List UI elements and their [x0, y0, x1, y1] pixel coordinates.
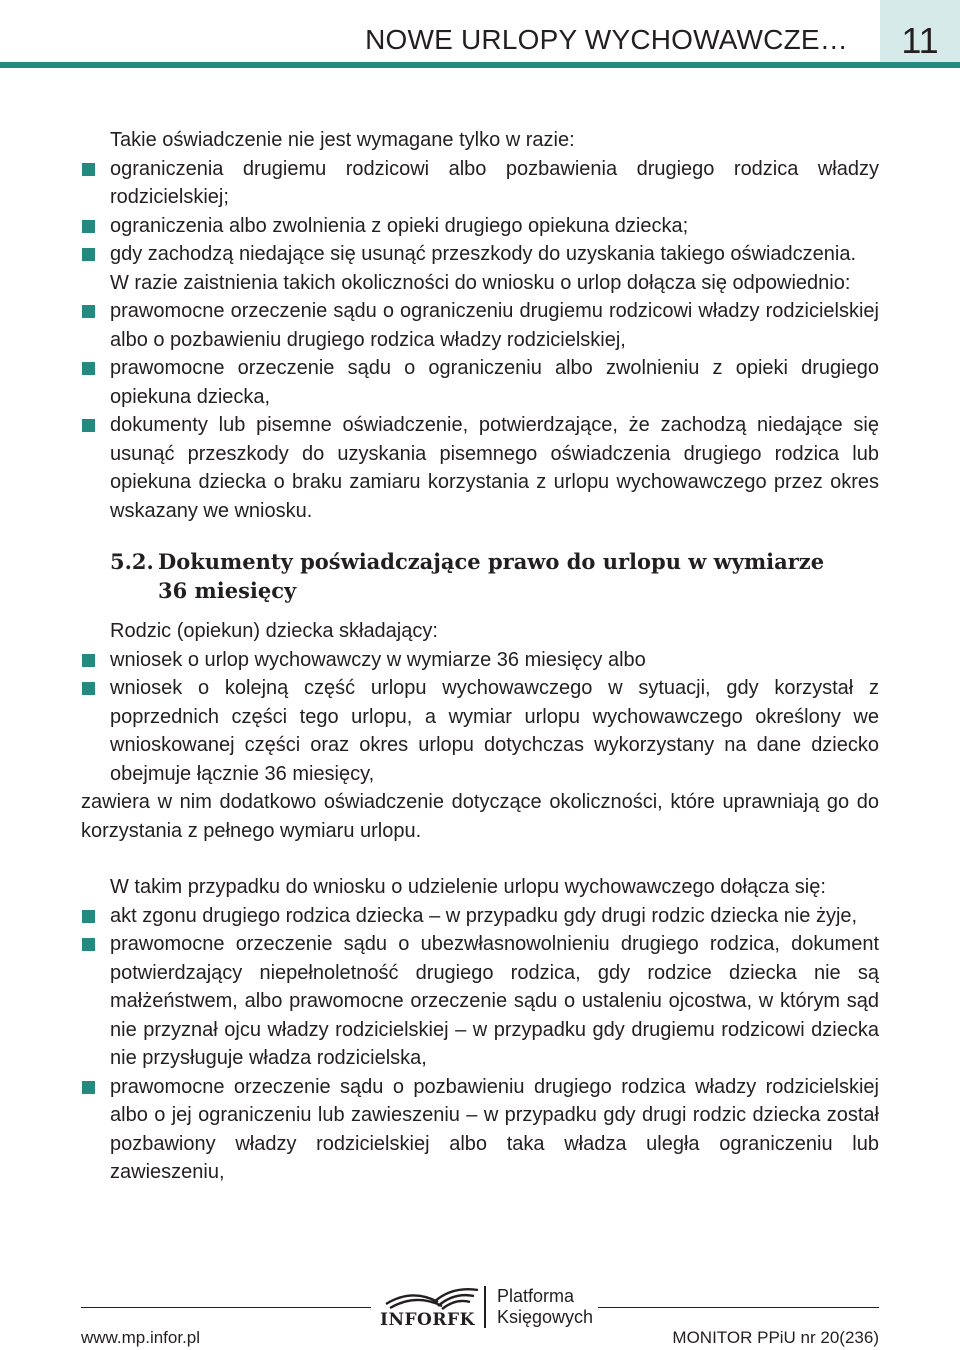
footer-rule-left [81, 1307, 371, 1308]
list-item: ograniczenia drugiemu rodzicowi albo pozbawienia drugiego rodzica władzy rodzicielskiej; [81, 155, 879, 212]
footer-url: www.mp.infor.pl [81, 1328, 201, 1347]
square-bullet-icon [82, 419, 95, 432]
header-rule [0, 62, 960, 68]
list-item: prawomocne orzeczenie sądu o ubezwłasnowolnieniu drugiego rodzica, dokument potwierdzający niepełnoletność drugiego rodzica, gdy rodzice dziecka nie są małżeństwem, albo prawomocne orzeczenie sądu o ustaleniu ojcostwa, w którym sąd nie przyznał ojcu władzy rodzicielskiej – w przypadku gdy drugiemu rodzicowi dziecka nie przysługuje władza rodzicielska, [81, 930, 879, 1073]
documents-list [81, 902, 879, 1187]
documents-intro: W takim przypadku do wniosku o udzielenie urlopu wychowawczego dołącza się: [110, 876, 826, 898]
footer-rule-right [598, 1307, 879, 1308]
square-bullet-icon [82, 654, 95, 667]
square-bullet-icon [82, 682, 95, 695]
attachments-paragraph: W razie zaistnienia takich okoliczności do wniosku o urlop dołącza się odpowiednio: [110, 271, 851, 294]
square-bullet-icon [82, 163, 95, 176]
list-item: akt zgonu drugiego rodzica dziecka – w przypadku gdy drugi rodzic dziecka nie żyje, [81, 902, 879, 931]
wing-logo-icon [382, 1284, 482, 1312]
section-title-line1: Dokumenty poświadczające prawo do urlopu w wymiarze [158, 549, 825, 574]
list-item: wniosek o kolejną część urlopu wychowawczego w sytuacji, gdy korzystał z poprzednich części tego urlopu, a wymiar urlopu wychowawczego określony we wnioskowanej części oraz okres urlopu dotychczas wykorzystany na dane dziecko obejmuje łącznie 36 miesięcy, [81, 674, 879, 788]
statement-paragraph: zawiera w nim dodatkowo oświadczenie dotyczące okoliczności, które uprawniają go do korzystania z pełnego wymiaru urlopu. [81, 791, 879, 842]
logo-tagline: Platforma Księgowych [497, 1286, 594, 1327]
logo-divider [484, 1286, 486, 1328]
section-heading [81, 547, 879, 605]
page-number: 11 [901, 20, 939, 61]
footer-issue: MONITOR PPiU nr 20(236) [672, 1328, 879, 1347]
square-bullet-icon [82, 362, 95, 375]
page-body [81, 126, 879, 1187]
section-number: 5.2. [110, 549, 154, 574]
exception-list [81, 155, 879, 269]
square-bullet-icon [82, 248, 95, 261]
list-item: gdy zachodzą niedające się usunąć przeszkody do uzyskania takiego oświadczenia. [81, 240, 879, 269]
square-bullet-icon [82, 220, 95, 233]
logo-wordmark: INFORFK [380, 1310, 475, 1330]
list-item: wniosek o urlop wychowawczy w wymiarze 36 miesięcy albo [81, 646, 879, 675]
section-title-line2: 36 miesięcy [158, 578, 297, 603]
exception-intro: Takie oświadczenie nie jest wymagane tylko w razie: [110, 129, 575, 151]
running-header-title: NOWE URLOPY WYCHOWAWCZE… [365, 24, 848, 55]
list-item: prawomocne orzeczenie sądu o ograniczeniu albo zwolnieniu z opieki drugiego opiekuna dziecka, [81, 354, 879, 411]
inforfk-logo [380, 1284, 595, 1332]
list-item: prawomocne orzeczenie sądu o ograniczeniu drugiemu rodzicowi władzy rodzicielskiej albo o pozbawieniu drugiego rodzica władzy rodzicielskiej, [81, 297, 879, 354]
application-list [81, 646, 879, 789]
list-item: dokumenty lub pisemne oświadczenie, potwierdzające, że zachodzą niedające się usunąć przeszkody do uzyskania pisemnego oświadczenia drugiego rodzica lub opiekuna dziecka o braku zamiaru korzystania z urlopu wychowawczego przez okres wskazany we wniosku. [81, 411, 879, 525]
square-bullet-icon [82, 910, 95, 923]
attachments-list [81, 297, 879, 525]
list-item: prawomocne orzeczenie sądu o pozbawieniu drugiego rodzica władzy rodzicielskiej albo o jej ograniczeniu lub zawieszeniu – w przypadku gdy drugi rodzic dziecka został pozbawiony władzy rodzicielskiej albo taka władza uległa ograniczeniu lub zawieszeniu, [81, 1073, 879, 1187]
square-bullet-icon [82, 305, 95, 318]
list-item: ograniczenia albo zwolnienia z opieki drugiego opiekuna dziecka; [81, 212, 879, 241]
applicant-intro: Rodzic (opiekun) dziecka składający: [110, 620, 438, 642]
square-bullet-icon [82, 938, 95, 951]
square-bullet-icon [82, 1081, 95, 1094]
